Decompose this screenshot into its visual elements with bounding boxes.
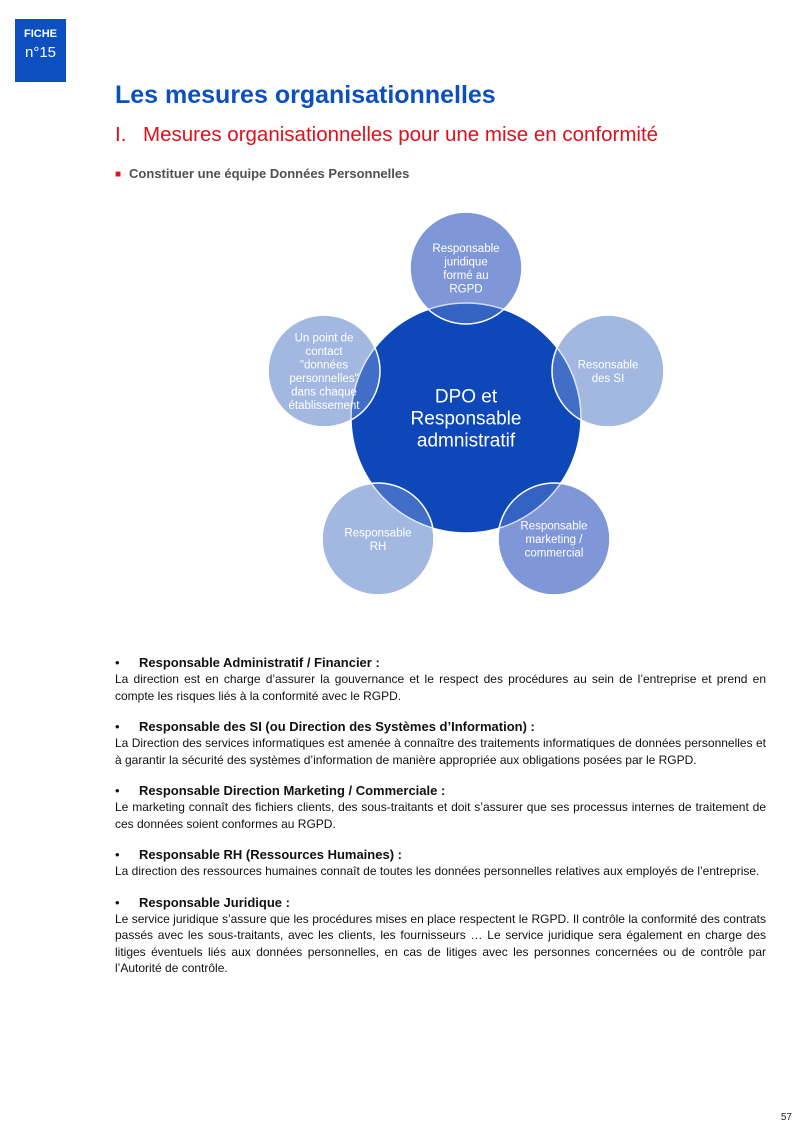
- role-node-label: Resonsable des SI: [577, 359, 639, 385]
- page-title: Les mesures organisationnelles: [115, 81, 496, 109]
- role-node-label: Responsable RH: [344, 527, 412, 553]
- role-title: [115, 847, 766, 863]
- role-node-label: Un point de contact "données personnelles" dans chaque établissement: [288, 332, 360, 412]
- bullet-icon: •: [115, 655, 120, 670]
- role-title: [115, 895, 766, 911]
- role-node-label: Responsable marketing / commercial: [520, 520, 588, 560]
- role-item: [115, 655, 766, 704]
- bullet-icon: •: [115, 847, 120, 862]
- role-title: [115, 783, 766, 799]
- team-diagram: [240, 205, 680, 605]
- team-diagram-svg: [240, 205, 680, 605]
- role-item: [115, 783, 766, 832]
- section-title-text: Mesures organisationnelles pour une mise en conformité: [143, 123, 659, 146]
- role-item: [115, 847, 766, 880]
- role-item: [115, 719, 766, 768]
- bullet-icon: •: [115, 894, 120, 910]
- role-description: La direction des ressources humaines connaît de toutes les données personnelles relatives aux employés de l’entreprise.: [115, 864, 760, 878]
- bullet-icon: •: [115, 783, 120, 798]
- role-title-text: Responsable Juridique :: [139, 894, 290, 910]
- fiche-number: n°15: [24, 44, 57, 61]
- page-number: 57: [780, 1112, 792, 1123]
- section-number: I.: [115, 123, 127, 146]
- center-node-label: DPO et Responsable admnistratif: [410, 386, 522, 452]
- role-description: La direction est en charge d’assurer la gouvernance et le respect des procédures au sein de l’entreprise et prend en compte les risques liés à la conformité avec le RGPD.: [115, 672, 766, 703]
- role-description: Le marketing connaît des fichiers clients, des sous-traitants et doit s’assurer que ses processus internes de traitement de ces données soient conformes au RGPD.: [115, 800, 766, 831]
- role-title-text: Responsable Direction Marketing / Commerciale :: [139, 783, 446, 798]
- subheading: [115, 166, 409, 181]
- role-title-text: Responsable RH (Ressources Humaines) :: [139, 847, 402, 862]
- role-node-label: Responsable juridique formé au RGPD: [432, 242, 500, 296]
- role-title-text: Responsable Administratif / Financier :: [139, 655, 380, 670]
- role-description: Le service juridique s’assure que les procédures mises en place respectent le RGPD. Il contrôle la conformité des contrats passés avec les sous-traitants, avec les clients, les fournisseurs … Le service juridique sera également en charge des litiges éventuels liés aux données personnelles, en cas de litiges avec les personnes concernées ou de contrôle par l’Autorité de contrôle.: [115, 911, 766, 975]
- bullet-icon: •: [115, 719, 120, 734]
- role-title: [115, 655, 766, 671]
- role-title: [115, 719, 766, 735]
- roles-list: [115, 655, 766, 992]
- fiche-badge: [15, 19, 66, 82]
- square-bullet-icon: ■: [115, 169, 122, 180]
- section-title: [115, 123, 658, 147]
- subheading-text: Constituer une équipe Données Personnelles: [129, 166, 410, 181]
- role-item: [115, 895, 766, 977]
- fiche-label: FICHE: [24, 28, 57, 40]
- role-description: La Direction des services informatiques est amenée à connaître des traitements informatiques de données personnelles et à garantir la sécurité des systèmes d’information de manière appropriée aux obligations posées par le RGPD.: [115, 736, 766, 767]
- role-title-text: Responsable des SI (ou Direction des Systèmes d’Information) :: [139, 719, 535, 734]
